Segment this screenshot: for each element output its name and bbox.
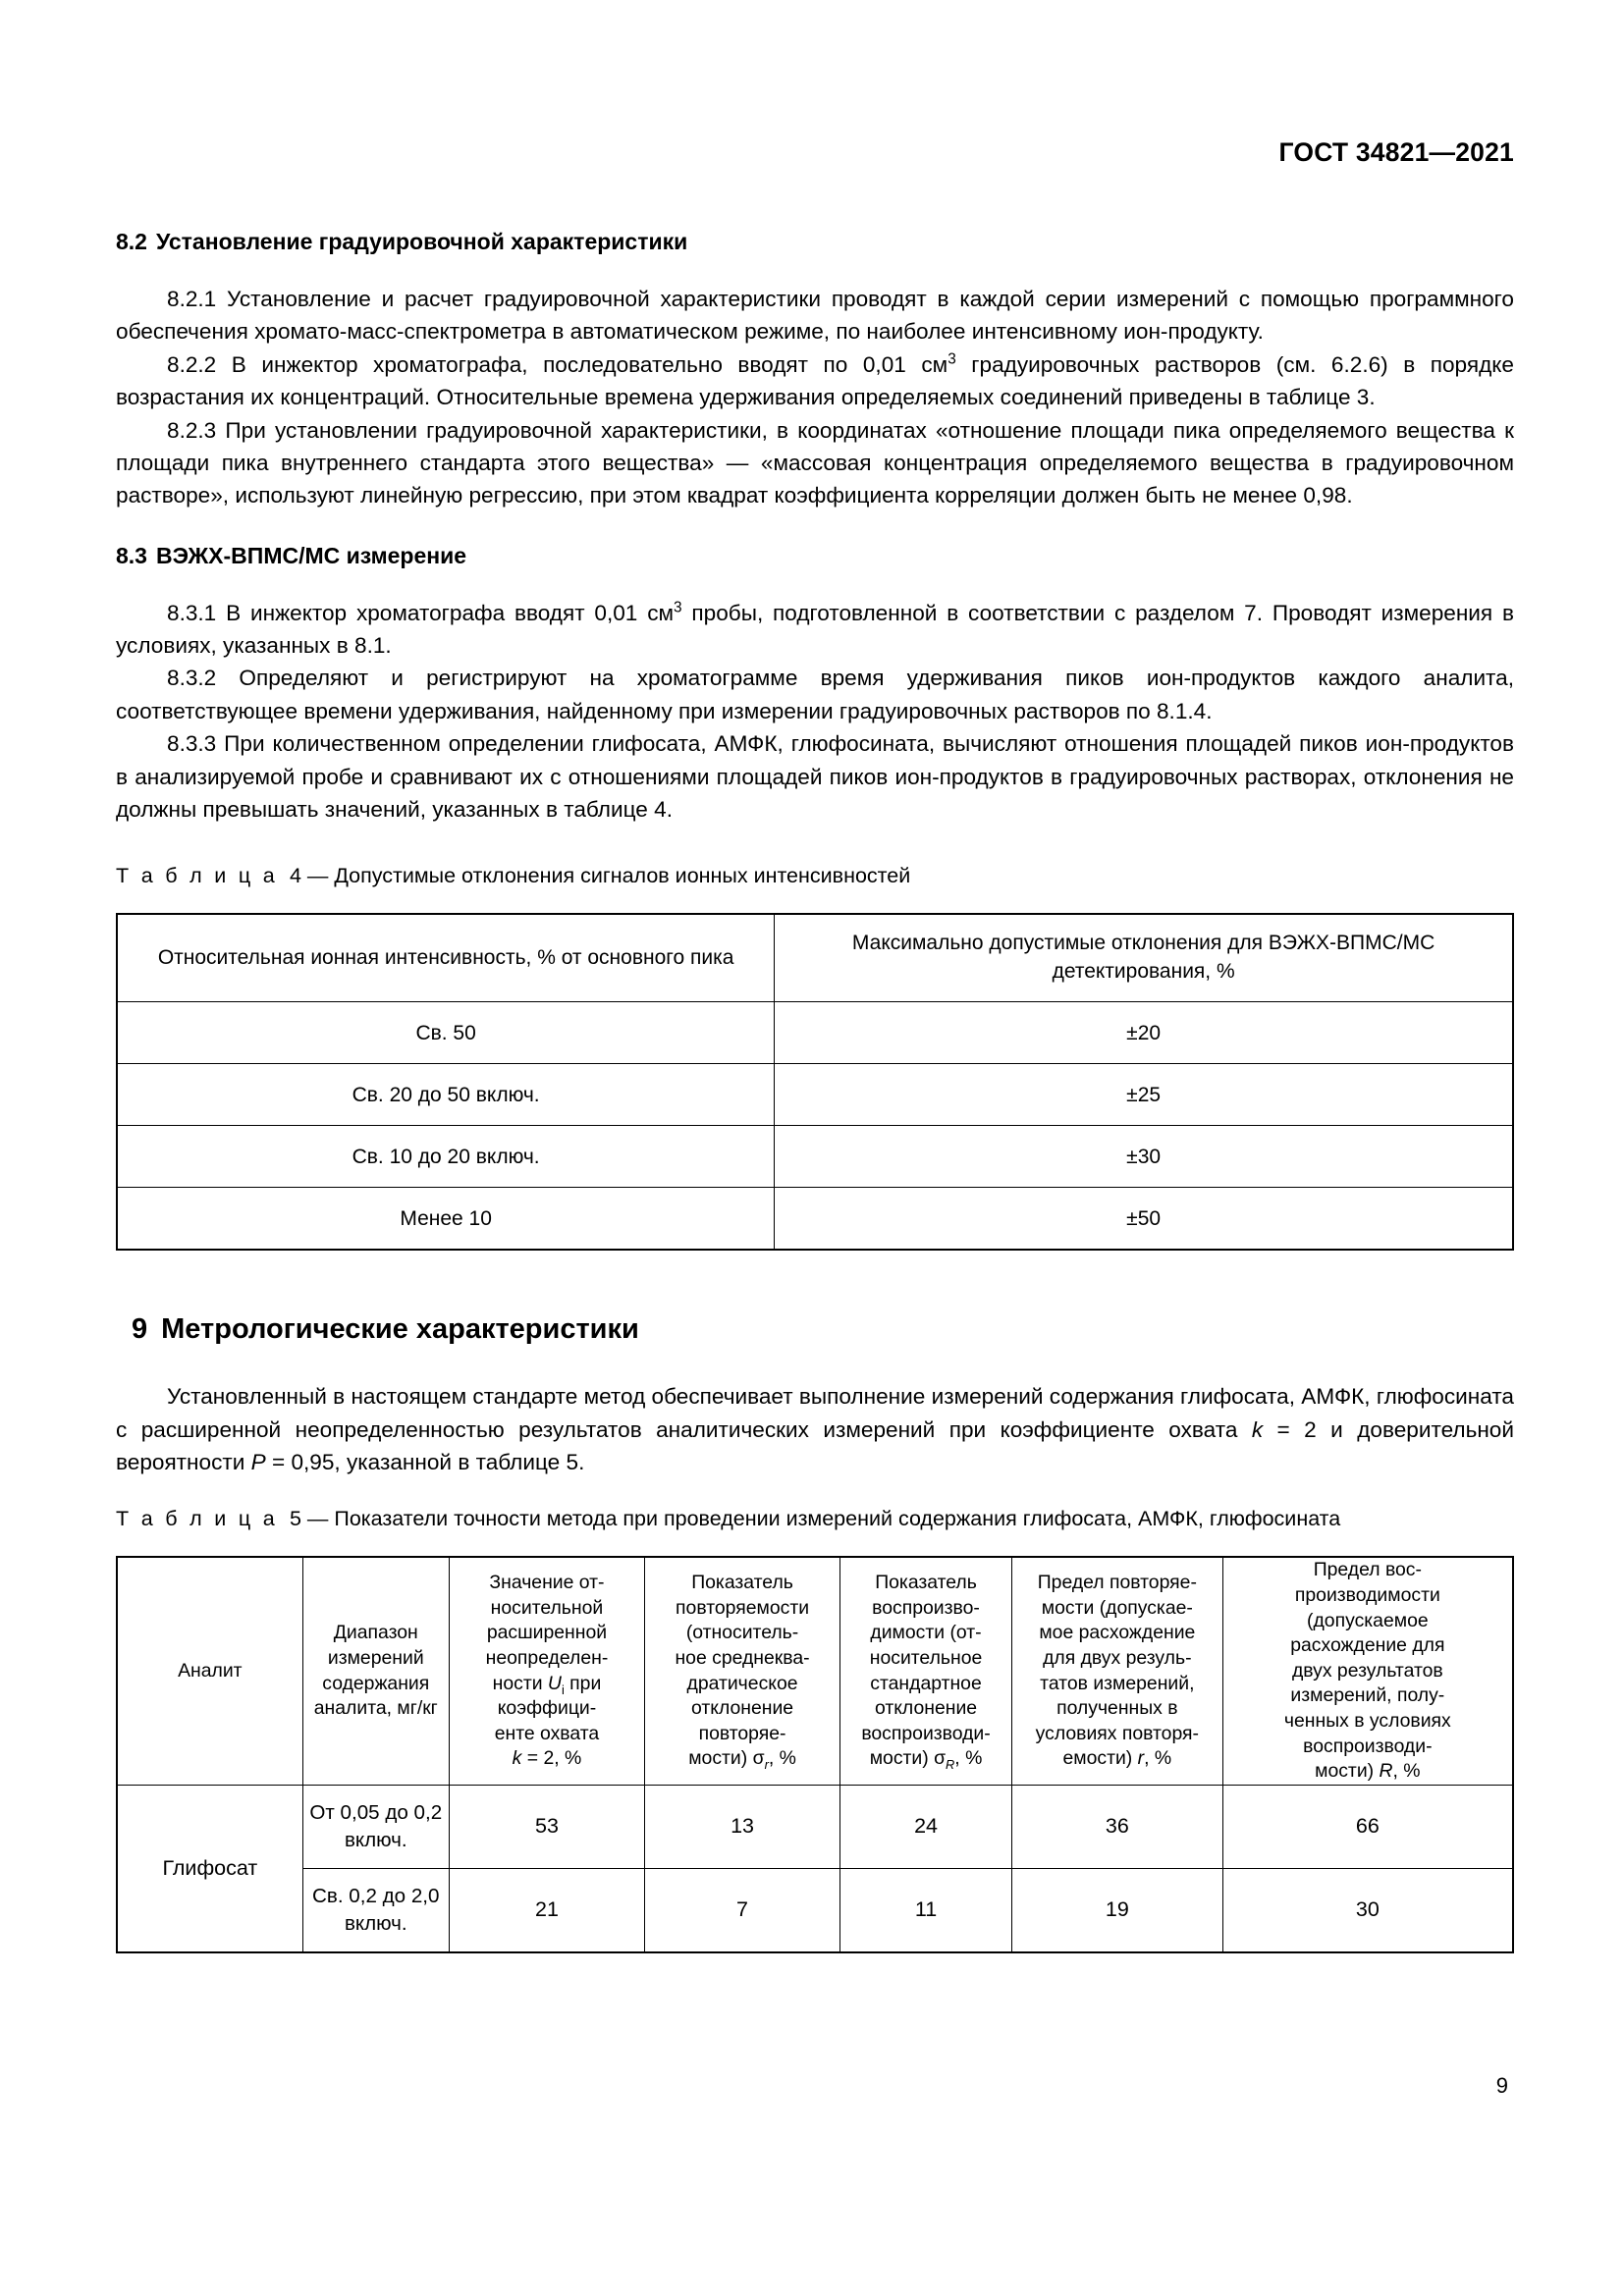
hdr-line: , % [1144, 1747, 1172, 1770]
hdr-line: Предел повторяе- [1037, 1572, 1197, 1594]
table-5-caption-text: Показатели точности метода при проведении измерений содержания глифосата, АМФК, глюфосината [334, 1507, 1341, 1531]
cubic-cm-exponent: 3 [947, 350, 956, 368]
heading-9-title: Метрологические характеристики [161, 1313, 639, 1346]
table-4-caption-dash: — [306, 864, 329, 888]
table-4-r1-deviation: ±20 [775, 1002, 1513, 1064]
hdr-line: неопределен- [485, 1646, 609, 1669]
page-content [116, 228, 1514, 1953]
paragraph-9-part-a: Установленный в настоящем стандарте метод обеспечивает выполнение измерений содержания глифосата, АМФК, глюфосината с расширенной неопределенностью результатов аналитических измерений при коэффициенте охвата [116, 1384, 1514, 1442]
table-4-caption-label: Т а б л и ц а [116, 864, 278, 888]
table-5-r1-sigma-r: 13 [645, 1785, 840, 1868]
running-header: ГОСТ 34821—2021 [1278, 137, 1514, 167]
table-4-r4-intensity: Менее 10 [117, 1188, 775, 1251]
hdr-line: дратическое [686, 1672, 798, 1694]
hdr-line: коэффици- [497, 1697, 597, 1720]
hdr-line: условиях повторя- [1035, 1722, 1199, 1744]
table-5-r1-limit-r: 36 [1011, 1785, 1222, 1868]
hdr-line: расширенной [486, 1622, 608, 1644]
table-4-caption-number: 4 [289, 864, 301, 888]
table-4-caption [116, 861, 1514, 891]
hdr-line: татов измерений, [1040, 1672, 1195, 1694]
hdr-line: енте охвата [494, 1722, 600, 1744]
hdr-line: полученных в [1056, 1697, 1178, 1720]
table-5-col-header-analyte: Аналит [117, 1557, 302, 1785]
cubic-cm-exponent-2: 3 [674, 599, 682, 616]
hdr-line: мости) [1315, 1760, 1380, 1783]
hdr-line: , % [954, 1747, 983, 1770]
hdr-line: Предел вос- [1313, 1559, 1422, 1581]
subscript-i: i [561, 1682, 565, 1697]
heading-8-2-title: Установление градуировочной характеристики [155, 229, 688, 254]
hdr-line: мости) σ [688, 1747, 765, 1770]
table-5-r2-range: Св. 0,2 до 2,0 включ. [302, 1868, 449, 1952]
variable-R: R [1379, 1760, 1393, 1783]
table-5-r1-uncertainty: 53 [449, 1785, 644, 1868]
table-5-r2-limit-r: 19 [1011, 1868, 1222, 1952]
hdr-line: производимости [1294, 1583, 1440, 1606]
table-4-r3-deviation: ±30 [775, 1126, 1513, 1188]
table-5-col-header-reproducibility-sigma [840, 1557, 1012, 1785]
table-4-r2-intensity: Св. 20 до 50 включ. [117, 1064, 775, 1126]
table-4-r3-intensity: Св. 10 до 20 включ. [117, 1126, 775, 1188]
table-5-r2-sigma-r: 7 [645, 1868, 840, 1952]
table-4-body [117, 1002, 1513, 1251]
table-5-col-header-uncertainty [449, 1557, 644, 1785]
paragraph-8-2-1: 8.2.1 Установление и расчет градуировочной характеристики проводят в каждой серии измерений с помощью программного обеспечения хромато-масс-спектрометра в автоматическом режиме, по наиболее интенсивному ион-продукту. [116, 286, 1514, 345]
heading-8-2-number: 8.2 [116, 229, 147, 254]
table-5-caption-dash: — [306, 1507, 329, 1531]
table-5-col-header-repeatability-sigma [645, 1557, 840, 1785]
heading-9 [132, 1311, 1514, 1349]
table-row [117, 1868, 1513, 1952]
paragraph-8-3-1 [116, 597, 1514, 663]
variable-k-header: k [512, 1747, 522, 1770]
hdr-line: димости (от- [870, 1622, 982, 1644]
table-5-r2-sigma-R: 11 [840, 1868, 1012, 1952]
hdr-line: носительной [490, 1596, 604, 1619]
hdr-line: воспроизво- [872, 1596, 980, 1619]
hdr-line: воспроизводи- [861, 1722, 991, 1744]
hdr-line: при [564, 1672, 602, 1694]
hdr-line: (относитель- [685, 1622, 799, 1644]
table-row [117, 1002, 1513, 1064]
hdr-line: Показатель [875, 1572, 977, 1594]
table-5-col-header-reproducibility-limit [1222, 1557, 1513, 1785]
table-4-r2-deviation: ±25 [775, 1064, 1513, 1126]
table-4-r1-intensity: Св. 50 [117, 1002, 775, 1064]
hdr-line: ности [492, 1672, 548, 1694]
hdr-line: Показатель [691, 1572, 793, 1594]
subscript-r: r [764, 1757, 769, 1773]
table-row [117, 1785, 1513, 1868]
table-4-header-row [117, 914, 1513, 1002]
table-5-r1-limit-R: 66 [1222, 1785, 1513, 1868]
paragraph-8-2-2-part-a: 8.2.2 В инжектор хроматографа, последовательно вводят по 0,01 см [167, 351, 948, 377]
paragraph-8-3-1-part-a: 8.3.1 В инжектор хроматографа вводят 0,01 см [167, 600, 675, 625]
table-5-body [117, 1785, 1513, 1952]
heading-8-3-title: ВЭЖХ-ВПМС/МС измерение [155, 542, 467, 568]
table-5-r1-sigma-R: 24 [840, 1785, 1012, 1868]
hdr-line: (допускаемое [1307, 1609, 1429, 1631]
hdr-line: ное среднеква- [675, 1646, 810, 1669]
table-4-col-header-1: Относительная ионная интенсивность, % от основного пика [117, 914, 775, 1002]
hdr-line: измерений, полу- [1290, 1684, 1445, 1707]
variable-k: k [1251, 1416, 1264, 1442]
hdr-line: , % [1392, 1760, 1421, 1783]
table-row [117, 1188, 1513, 1251]
table-5-col-header-range: Диапазон измерений содержания аналита, мг/кг [302, 1557, 449, 1785]
paragraph-9-intro [116, 1380, 1514, 1478]
hdr-line: ченных в условиях [1283, 1709, 1451, 1732]
heading-8-3-number: 8.3 [116, 542, 147, 568]
hdr-line: расхождение для [1290, 1634, 1445, 1657]
table-5-head [117, 1557, 1513, 1785]
heading-8-2 [116, 228, 1514, 257]
paragraph-9-part-b: = 2 и доверительной вероятности [116, 1416, 1514, 1474]
paragraph-8-2-2 [116, 348, 1514, 414]
table-5-col-header-repeatability-limit [1011, 1557, 1222, 1785]
hdr-line: стандартное [870, 1672, 982, 1694]
variable-r: r [1137, 1747, 1145, 1770]
page-number: 9 [1495, 2073, 1508, 2098]
table-5 [116, 1556, 1514, 1952]
table-5-analyte-glyphosate: Глифосат [117, 1785, 302, 1952]
hdr-line: отклонение [874, 1697, 978, 1720]
paragraph-8-2-3: 8.2.3 При установлении градуировочной характеристики, в координатах «отношение площади пика определяемого вещества к площади пика внутреннего стандарта этого вещества» — «массовая концентрация определяемого вещества в градуировочном растворе», используют линейную регрессию, при этом квадрат коэффициента корреляции должен быть не менее 0,98. [116, 417, 1514, 508]
heading-9-number: 9 [132, 1313, 148, 1346]
table-row [117, 1064, 1513, 1126]
paragraph-8-3-3: 8.3.3 При количественном определении глифосата, АМФК, глюфосината, вычисляют отношения площадей пиков ион-продуктов в анализируемой пробе и сравнивают их с отношениями площадей пиков ион-продуктов в градуировочных растворах, отклонения не должны превышать значений, указанных в таблице 4. [116, 731, 1514, 823]
table-4-caption-text: Допустимые отклонения сигналов ионных интенсивностей [334, 864, 911, 888]
paragraph-9-part-c: = 0,95, указанной в таблице 5. [265, 1449, 585, 1474]
hdr-line: двух результатов [1291, 1659, 1443, 1682]
paragraph-8-2-2-part-b: градуировочных растворов (см. 6.2.6) в порядке возрастания их концентраций. Относительные времена удерживания определяемых соединений приведены в таблице 3. [116, 351, 1514, 410]
hdr-line: мое расхождение [1039, 1622, 1196, 1644]
table-row [117, 1126, 1513, 1188]
table-5-r2-uncertainty: 21 [449, 1868, 644, 1952]
paragraph-8-3-2: 8.3.2 Определяют и регистрируют на хроматограмме время удерживания пиков ион-продуктов каждого аналита, соответствующее времени удерживания, найденному при измерении градуировочных растворов по 8.1.4. [116, 666, 1514, 723]
hdr-line: отклонение [691, 1697, 794, 1720]
table-5-r2-limit-R: 30 [1222, 1868, 1513, 1952]
table-5-r1-range: От 0,05 до 0,2 включ. [302, 1785, 449, 1868]
table-5-caption-number: 5 [289, 1507, 301, 1531]
hdr-line: носительное [869, 1646, 983, 1669]
hdr-line: воспроизводи- [1303, 1735, 1433, 1757]
hdr-line: мости (допускае- [1041, 1596, 1193, 1619]
table-5-caption-label: Т а б л и ц а [116, 1507, 278, 1531]
paragraph-8-3-1-part-b: пробы, подготовленной в соответствии с разделом 7. Проводят измерения в условиях, указанных в 8.1. [116, 600, 1514, 659]
hdr-line: мости) σ [869, 1747, 947, 1770]
hdr-line: повторяе- [698, 1722, 786, 1744]
variable-U: U [547, 1672, 562, 1694]
table-4-head [117, 914, 1513, 1002]
hdr-line: повторяемости [676, 1596, 810, 1619]
hdr-line: для двух резуль- [1043, 1646, 1192, 1669]
hdr-line: , % [768, 1747, 796, 1770]
table-4-r4-deviation: ±50 [775, 1188, 1513, 1251]
variable-P: P [250, 1449, 266, 1474]
table-4 [116, 913, 1514, 1251]
hdr-line: = 2, % [521, 1747, 582, 1770]
hdr-line: Значение от- [489, 1572, 605, 1594]
heading-8-3 [116, 542, 1514, 571]
table-5-header-row [117, 1557, 1513, 1785]
table-5-caption [116, 1504, 1514, 1534]
hdr-line: емости) [1062, 1747, 1138, 1770]
subscript-R: R [946, 1757, 955, 1773]
table-4-col-header-2: Максимально допустимые отклонения для ВЭЖХ-ВПМС/МС детектирования, % [775, 914, 1513, 1002]
